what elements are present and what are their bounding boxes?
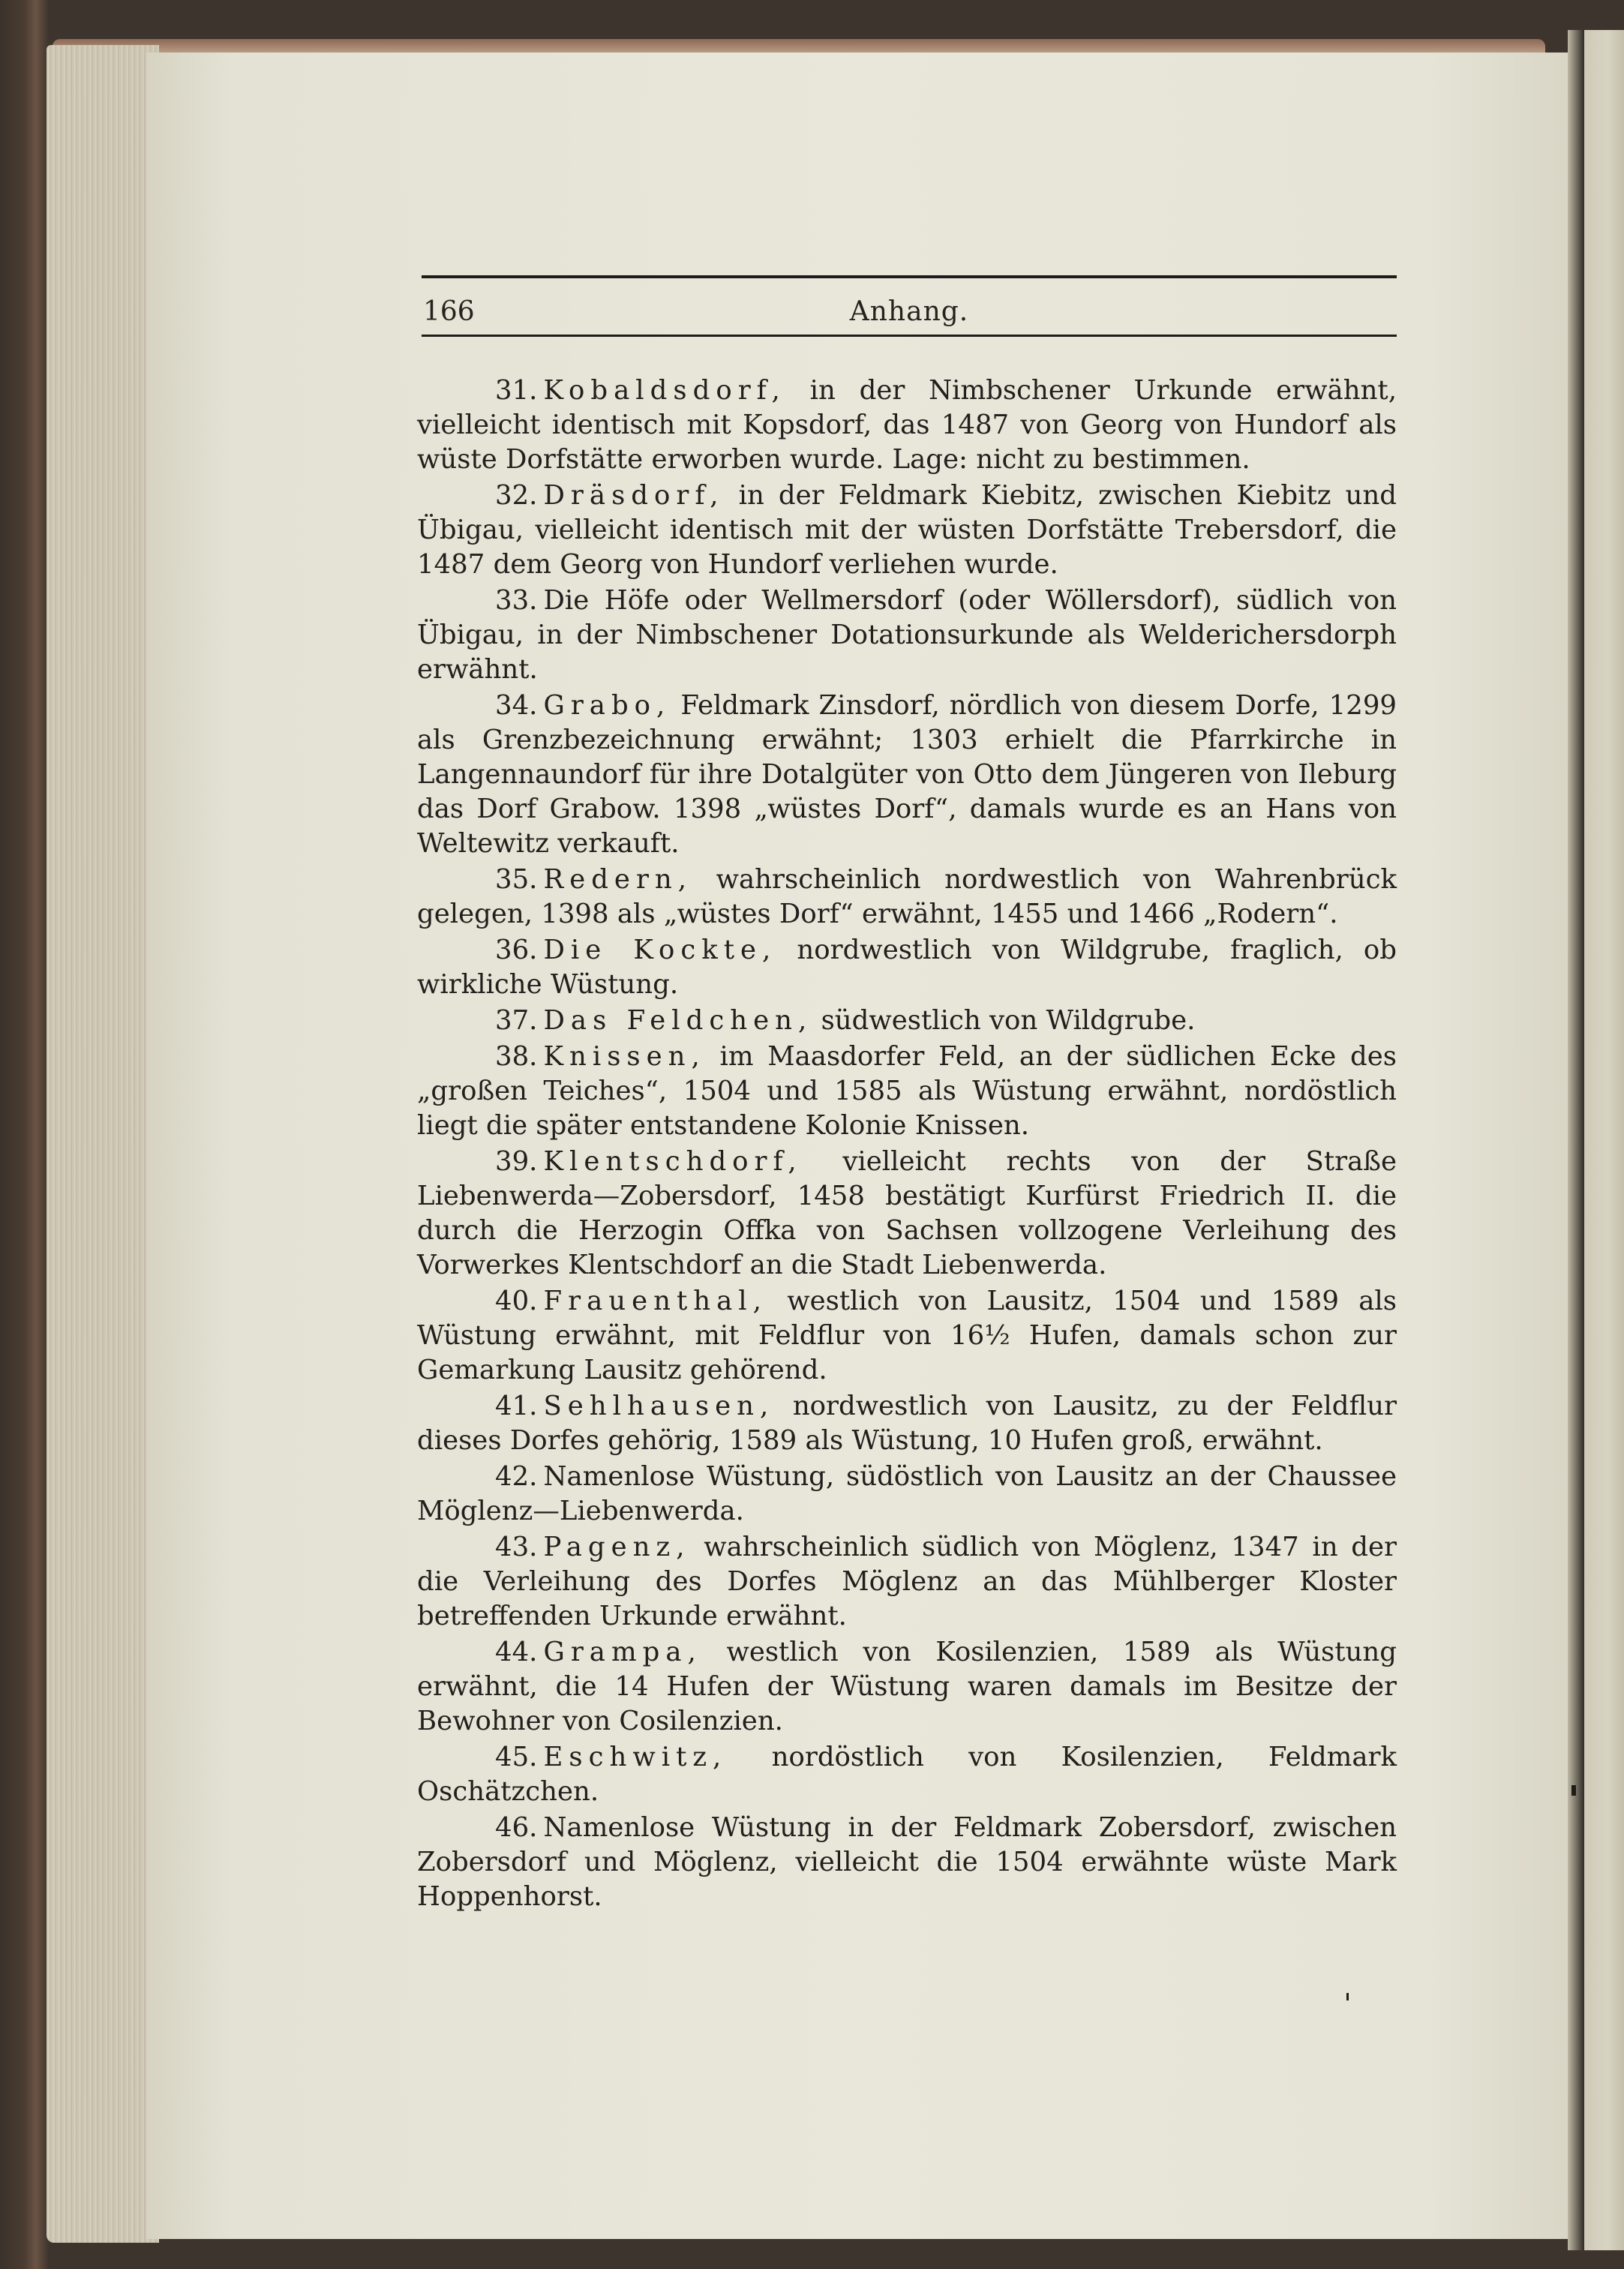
margin-mark [1571, 1785, 1576, 1796]
entry-33: 33. Die Höfe oder Wellmersdorf (oder Wöllersdorf), südlich von Übigau, in der Nimbschener Dotationsurkunde als Welderichersdorph erwähnt. [417, 585, 1397, 685]
entry-35: 35. Redern, wahrscheinlich nordwestlich von Wahrenbrück gelegen, 1398 als „wüstes Dorf“ erwähnt, 1455 und 1466 „Rodern“. [417, 864, 1397, 929]
entry-name: Kobaldsdorf, [543, 375, 786, 406]
entry-31: 31. Kobaldsdorf, in der Nimbschener Urkunde erwähnt, vielleicht identisch mit Kopsdorf, das 1487 von Georg von Hundorf als wüste Dorfstätte erworben wurde. Lage: nicht zu bestimmen. [417, 375, 1397, 475]
entry-name: Das Feldchen, [543, 1005, 813, 1036]
next-page-sliver [1584, 30, 1624, 2250]
entry-38: 38. Knissen, im Maasdorfer Feld, an der südlichen Ecke des „großen Teiches“, 1504 und 1585 als Wüstung erwähnt, nordöstlich liegt die später entstandene Kolonie Knissen. [417, 1041, 1397, 1141]
entry-44: 44. Grampa, westlich von Kosilenzien, 1589 als Wüstung erwähnt, die 14 Hufen der Wüstung waren damals im Besitze der Bewohner von Cosilenzien. [417, 1637, 1397, 1736]
entry-name: Sehlhausen, [543, 1391, 775, 1421]
entry-46: 46. Namenlose Wüstung in der Feldmark Zobersdorf, zwischen Zobersdorf und Möglenz, vielleicht die 1504 erwähnte wüste Mark Hoppenhorst. [417, 1812, 1397, 1912]
running-header [422, 294, 1397, 330]
header-rule-bottom [422, 335, 1397, 337]
page-edges [47, 45, 159, 2243]
page-body [417, 374, 1397, 1916]
entry-name: Dräsdorf, [543, 480, 725, 511]
entry-45: 45. Eschwitz, nordöstlich von Kosilenzien, Feldmark Oschätzchen. [417, 1742, 1397, 1807]
entry-34: 34. Grabo, Feldmark Zinsdorf, nördlich von diesem Dorfe, 1299 als Grenzbezeichnung erwähnt; 1303 erhielt die Pfarrkirche in Langennaundorf für ihre Dotalgüter von Otto dem Jüngeren von Ileburg das Dorf Grabow. 1398 „wüstes Dorf“, damals wurde es an Hans von Weltewitz verkauft. [417, 690, 1397, 859]
header-rule-top [422, 275, 1397, 278]
entry-40: 40. Frauenthal, westlich von Lausitz, 1504 und 1589 als Wüstung erwähnt, mit Feldflur von 16½ Hufen, damals schon zur Gemarkung Lausitz gehörend. [417, 1286, 1397, 1385]
entry-32: 32. Dräsdorf, in der Feldmark Kiebitz, zwischen Kiebitz und Übigau, vielleicht identisch mit der wüsten Dorfstätte Trebersdorf, die 1487 dem Georg von Hundorf verliehen wurde. [417, 480, 1397, 580]
page-number: 166 [423, 296, 475, 327]
entry-39: 39. Klentschdorf, vielleicht rechts von der Straße Liebenwerda—Zobersdorf, 1458 bestätigt Kurfürst Friedrich II. die durch die Herzogin Offka von Sachsen vollzogene Verleihung des Vorwerkes Klentschdorf an die Stadt Liebenwerda. [417, 1146, 1397, 1280]
entry-name: Pagenz, [543, 1532, 691, 1562]
running-title: Anhang. [849, 296, 969, 327]
entry-42: 42. Namenlose Wüstung, südöstlich von Lausitz an der Chaussee Möglenz—Liebenwerda. [417, 1461, 1397, 1526]
margin-speck [1346, 1993, 1349, 2000]
entry-name: Grampa, [543, 1637, 702, 1667]
entry-name: Die Kockte, [543, 935, 777, 965]
entry-43: 43. Pagenz, wahrscheinlich südlich von Möglenz, 1347 in der die Verleihung des Dorfes Möglenz an das Mühlberger Kloster betreffenden Urkunde erwähnt. [417, 1532, 1397, 1631]
entry-36: 36. Die Kockte, nordwestlich von Wildgrube, fraglich, ob wirkliche Wüstung. [417, 935, 1397, 1000]
entry-41: 41. Sehlhausen, nordwestlich von Lausitz, zu der Feldflur dieses Dorfes gehörig, 1589 als Wüstung, 10 Hufen groß, erwähnt. [417, 1391, 1397, 1456]
entry-name: Eschwitz, [543, 1742, 728, 1772]
entry-name: Grabo, [543, 690, 671, 721]
entry-37: 37. Das Feldchen, südwestlich von Wildgrube. [495, 1005, 1196, 1036]
entry-name: Redern, [543, 864, 693, 895]
book-gutter [1568, 30, 1584, 2250]
entry-name: Knissen, [543, 1041, 706, 1072]
entry-name: Frauenthal, [543, 1286, 767, 1316]
entry-name: Klentschdorf, [543, 1146, 803, 1177]
